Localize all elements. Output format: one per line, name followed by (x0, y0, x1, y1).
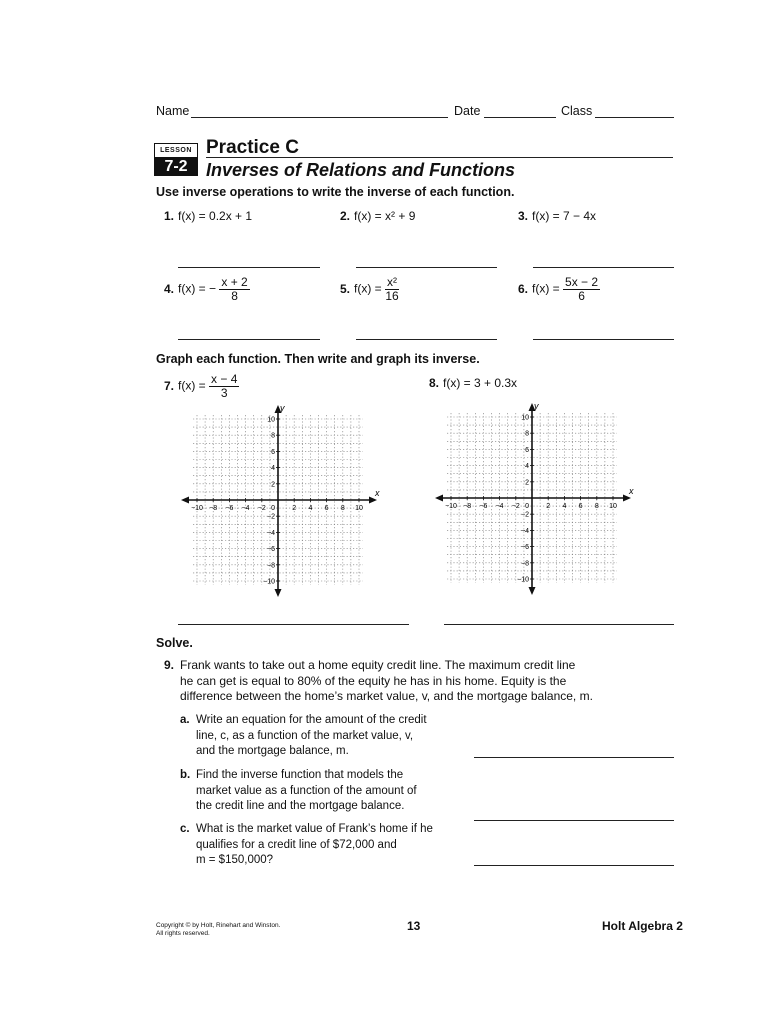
page-title: Practice C (206, 137, 299, 158)
copyright-line: All rights reserved. (156, 930, 210, 937)
problem-3 (518, 209, 596, 223)
y-tick-label: −2 (521, 511, 529, 519)
problem-2 (340, 209, 415, 223)
answer-line-2[interactable] (356, 267, 497, 268)
part-b-line: market value as a function of the amount of (196, 784, 417, 797)
book-title: Holt Algebra 2 (602, 919, 683, 933)
origin-label: 0 (525, 503, 529, 510)
problem-7 (164, 373, 239, 400)
name-field-line[interactable] (191, 117, 448, 118)
denominator: 16 (385, 289, 399, 303)
y-tick-label: 8 (525, 430, 529, 438)
class-field-line[interactable] (595, 117, 674, 118)
part-letter: a. (180, 714, 190, 726)
part-c-line: m = $150,000? (196, 854, 274, 866)
numerator: 5x − 2 (565, 275, 599, 289)
y-axis-label: y (280, 403, 285, 413)
origin-label: 0 (271, 505, 275, 512)
part-b-line: the credit line and the mortgage balance. (196, 800, 405, 812)
x-tick-label: −10 (191, 505, 203, 512)
answer-line-3[interactable] (533, 267, 674, 268)
y-tick-label: 2 (271, 481, 275, 489)
problem-number: 6. (518, 281, 529, 296)
y-tick-label: −2 (267, 513, 275, 521)
x-tick-label: 2 (546, 503, 551, 510)
problem-expression: f(x) = x² + 9 (354, 209, 416, 223)
y-tick-label: 10 (521, 414, 529, 422)
part-b-line: Find the inverse function that models the (196, 769, 404, 781)
page-subtitle: Inverses of Relations and Functions (206, 160, 516, 180)
fraction (219, 276, 249, 303)
problem-number: 7. (164, 378, 175, 393)
answer-line-9c[interactable] (474, 865, 674, 866)
problem-number: 5. (340, 281, 351, 296)
answer-line-1[interactable] (178, 267, 320, 268)
x-tick-label: 6 (324, 505, 329, 512)
part-a-line: Write an equation for the amount of the credit (196, 714, 427, 726)
denominator: 6 (578, 289, 585, 303)
problem-9-line: Frank wants to take out a home equity credit line. The maximum credit line (180, 658, 576, 672)
date-field-line[interactable] (484, 117, 556, 118)
problem-prefix: f(x) = (532, 281, 560, 296)
answer-line-6[interactable] (533, 339, 674, 340)
y-tick-label: 4 (271, 465, 275, 473)
x-tick-label: 8 (594, 503, 599, 510)
x-tick-label: −4 (241, 505, 250, 512)
denominator: 3 (220, 386, 228, 400)
y-tick-label: −4 (267, 529, 275, 537)
problem-5 (340, 276, 399, 303)
part-letter: b. (180, 769, 191, 781)
x-tick-label: −6 (479, 503, 488, 510)
section1-instruction: Use inverse operations to write the inverse of each function. (156, 185, 515, 199)
problem-prefix: f(x) = − (178, 281, 217, 296)
x-tick-label: 8 (340, 505, 345, 512)
y-tick-label: 6 (525, 446, 529, 454)
y-tick-label: 2 (525, 479, 529, 487)
y-axis-arrow-down (529, 587, 536, 595)
problem-number: 8. (429, 376, 440, 390)
fraction (209, 373, 239, 400)
part-a-line: and the mortgage balance, m. (196, 745, 349, 757)
x-axis-label: x (375, 488, 380, 498)
lesson-badge (154, 143, 198, 178)
part-letter: c. (180, 823, 190, 835)
x-tick-label: 10 (355, 505, 363, 512)
x-tick-label: 10 (609, 503, 617, 510)
y-tick-label: −8 (521, 560, 529, 568)
date-label: Date (454, 104, 481, 118)
problem-number: 2. (340, 209, 351, 223)
answer-line-9b[interactable] (474, 820, 674, 821)
part-c-line: What is the market value of Frank’s home if he (196, 823, 433, 835)
fraction (563, 276, 600, 303)
part-c-line: qualifies for a credit line of $72,000 and (196, 838, 397, 851)
problem-1 (164, 209, 252, 223)
part-c-text (196, 822, 461, 869)
fraction (385, 276, 399, 303)
x-axis-label: x (629, 486, 634, 496)
copyright (156, 922, 280, 938)
y-tick-label: −6 (521, 544, 529, 552)
name-label: Name (156, 104, 190, 118)
lesson-number: 7-2 (154, 157, 198, 176)
problem-6 (518, 276, 600, 303)
x-axis-arrow-left (181, 497, 189, 504)
x-tick-label: 2 (292, 505, 297, 512)
y-axis-label: y (534, 401, 539, 411)
y-tick-label: −6 (267, 546, 275, 554)
class-label: Class (561, 104, 593, 118)
title-rule (206, 157, 673, 158)
x-tick-label: 4 (308, 505, 313, 512)
y-tick-label: −4 (521, 527, 529, 535)
problem-9-text (180, 658, 680, 705)
coordinate-grid-problem-8[interactable] (440, 396, 634, 588)
problem-number: 4. (164, 281, 175, 296)
part-b-text (196, 768, 461, 815)
coordinate-grid-problem-7[interactable] (186, 398, 380, 590)
problem-4 (164, 276, 250, 303)
section2-instruction: Graph each function. Then write and graph its inverse. (156, 352, 480, 366)
x-axis-arrow-left (435, 495, 443, 502)
x-tick-label: 4 (562, 503, 567, 510)
y-tick-label: 10 (267, 416, 275, 424)
y-tick-label: −10 (517, 576, 529, 584)
problem-number: 3. (518, 209, 529, 223)
part-a-line: line, c, as a function of the market value, v, (196, 729, 414, 742)
answer-line-7[interactable] (178, 624, 409, 625)
section3-heading: Solve. (156, 636, 193, 650)
x-tick-label: −2 (257, 505, 266, 512)
denominator: 8 (231, 289, 238, 303)
problem-number: 1. (164, 209, 175, 223)
x-tick-label: −8 (463, 503, 472, 510)
problem-9-line: difference between the home’s market value, v, and the mortgage balance, m. (180, 689, 593, 703)
numerator: x² (387, 275, 398, 289)
numerator: x + 2 (221, 275, 248, 289)
x-tick-label: 6 (578, 503, 583, 510)
problem-expression: f(x) = 3 + 0.3x (443, 376, 518, 390)
answer-line-9a[interactable] (474, 757, 674, 758)
problem-expression: f(x) = 0.2x + 1 (178, 209, 253, 223)
x-tick-label: −10 (445, 503, 457, 510)
y-tick-label: −10 (263, 578, 275, 586)
answer-line-8[interactable] (444, 624, 674, 625)
part-a-text (196, 713, 461, 760)
page-number: 13 (407, 919, 421, 933)
y-tick-label: 8 (271, 432, 275, 440)
y-tick-label: 6 (271, 448, 275, 456)
lesson-badge-label: LESSON (154, 143, 198, 158)
problem-number: 9. (164, 658, 175, 672)
answer-line-4[interactable] (178, 339, 320, 340)
x-tick-label: −8 (209, 505, 218, 512)
numerator: x − 4 (211, 372, 238, 386)
problem-prefix: f(x) = (354, 281, 382, 296)
x-tick-label: −4 (495, 503, 504, 510)
copyright-line: Copyright © by Holt, Rinehart and Winston. (156, 922, 281, 929)
y-tick-label: 4 (525, 463, 529, 471)
y-axis-arrow-down (275, 589, 282, 597)
problem-9-line: he can get is equal to 80% of the equity he has in his home. Equity is the (180, 673, 567, 688)
y-tick-label: −8 (267, 562, 275, 570)
problem-prefix: f(x) = (178, 378, 206, 393)
x-tick-label: −2 (511, 503, 520, 510)
problem-8 (429, 376, 517, 390)
problem-expression: f(x) = 7 − 4x (532, 209, 597, 223)
x-tick-label: −6 (225, 505, 234, 512)
answer-line-5[interactable] (356, 339, 497, 340)
